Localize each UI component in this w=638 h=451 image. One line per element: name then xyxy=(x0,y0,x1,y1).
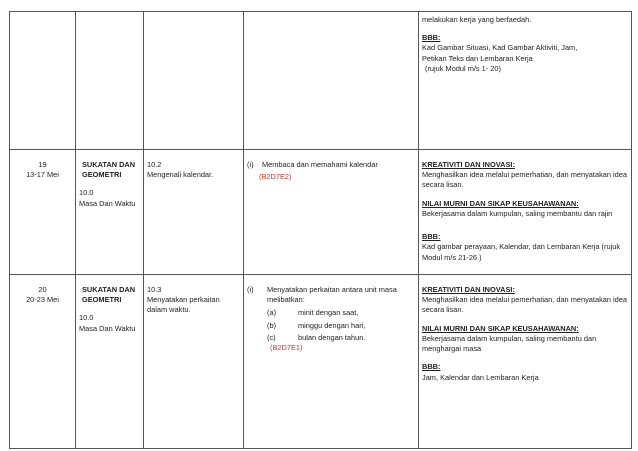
nilai-heading: NILAI MURNI DAN SIKAP KEUSAHAWANAN: xyxy=(422,323,579,333)
kreativiti-heading: KREATIVITI DAN INOVASI: xyxy=(422,160,515,169)
bbb-heading: BBB: xyxy=(422,362,441,372)
learning-standard-cell xyxy=(244,275,419,449)
nilai-heading: NILAI MURNI DAN SIKAP KEUSAHAWANAN: xyxy=(422,198,579,208)
topic-title: SUKATAN DAN GEOMETRI xyxy=(82,160,136,180)
bbb-line: Petikan Teks dan Lembaran Kerja xyxy=(422,53,533,63)
topic-cell xyxy=(76,12,144,150)
learning-item xyxy=(247,285,415,305)
sub-item-text: bulan dengan tahun. xyxy=(298,332,366,342)
unit-code: 10.0 xyxy=(79,313,94,323)
list-item xyxy=(267,321,415,331)
table-row xyxy=(10,150,632,275)
sub-item-number: (b) xyxy=(267,320,277,330)
week-dates: 20-23 Mei xyxy=(26,295,59,305)
learning-standard-cell xyxy=(244,150,419,275)
performance-code: (B2D7E1) xyxy=(270,343,303,353)
bbb-text: Jam, Kalendar dan Lembaran Kerja xyxy=(422,372,539,382)
topic-cell xyxy=(76,150,144,275)
kreativiti-heading: KREATIVITI DAN INOVASI: xyxy=(422,285,515,294)
standard-name: Menyatakan perkaitan dalam waktu. xyxy=(147,295,220,315)
sub-item-number: (a) xyxy=(267,308,277,318)
notes-cell xyxy=(419,12,632,150)
table-row xyxy=(10,12,632,150)
week-number: 19 xyxy=(38,160,47,169)
kreativiti-text: Menghasilkan idea melalui pemerhatian, dan menyatakan idea secara lisan. xyxy=(422,295,628,315)
notes-cell xyxy=(419,275,632,449)
content-standard-cell xyxy=(144,150,244,275)
nilai-text: Bekerjasama dalam kumpulan, saling membantu dan rajin xyxy=(422,208,613,218)
bbb-text: Kad gambar perayaan, Kalendar, dan Lembaran Kerja (rujuk Modul m/s 21-26 ) xyxy=(422,242,621,262)
standard-code: 10.3 xyxy=(147,285,162,294)
item-text: Membaca dan memahami kalendar xyxy=(262,160,378,169)
list-item xyxy=(267,333,415,343)
standard-name: Mengenali kalendar. xyxy=(147,170,214,180)
content-standard-cell xyxy=(144,275,244,449)
item-number: (i) xyxy=(247,160,254,169)
sub-item-number: (c) xyxy=(267,332,276,342)
bbb-heading: BBB: xyxy=(422,232,441,242)
week-number: 20 xyxy=(38,285,47,294)
bbb-heading: BBB: xyxy=(422,33,441,43)
week-cell xyxy=(10,150,76,275)
list-item xyxy=(267,308,415,318)
week-cell xyxy=(10,12,76,150)
item-number: (i) xyxy=(247,285,254,294)
lesson-plan-table xyxy=(9,11,632,449)
bbb-reference: (rujuk Modul m/s 1- 20) xyxy=(425,63,501,73)
unit-name: Masa Dan Waktu xyxy=(79,323,136,333)
learning-standard-cell xyxy=(244,12,419,150)
sub-item-list xyxy=(247,308,415,353)
item-text: Menyatakan perkaitan antara unit masa melibatkan: xyxy=(267,285,397,305)
bbb-line: Kad Gambar Situasi, Kad Gambar Aktiviti, Jam, xyxy=(422,43,578,53)
table-row xyxy=(10,275,632,449)
sub-item-text: minggu dengan hari, xyxy=(298,320,366,330)
content-standard-cell xyxy=(144,12,244,150)
unit-code: 10.0 xyxy=(79,188,94,198)
sub-item-text: minit dengan saat, xyxy=(298,308,359,318)
kreativiti-text: Menghasilkan idea melalui pemerhatian, dan menyatakan idea secara lisan. xyxy=(422,170,628,190)
learning-item xyxy=(247,160,415,170)
performance-code: (B2D7E2) xyxy=(259,172,292,182)
notes-cell xyxy=(419,150,632,275)
unit-name: Masa Dan Waktu xyxy=(79,198,136,208)
week-cell xyxy=(10,275,76,449)
topic-title: SUKATAN DAN GEOMETRI xyxy=(82,285,136,305)
week-dates: 13-17 Mei xyxy=(26,170,59,180)
standard-code: 10.2 xyxy=(147,160,162,169)
resources-tail-text: melakukan kerja yang berfaedah. xyxy=(422,15,532,24)
nilai-text: Bekerjasama dalam kumpulan, saling membantu dan menghargai masa xyxy=(422,333,597,354)
topic-cell xyxy=(76,275,144,449)
